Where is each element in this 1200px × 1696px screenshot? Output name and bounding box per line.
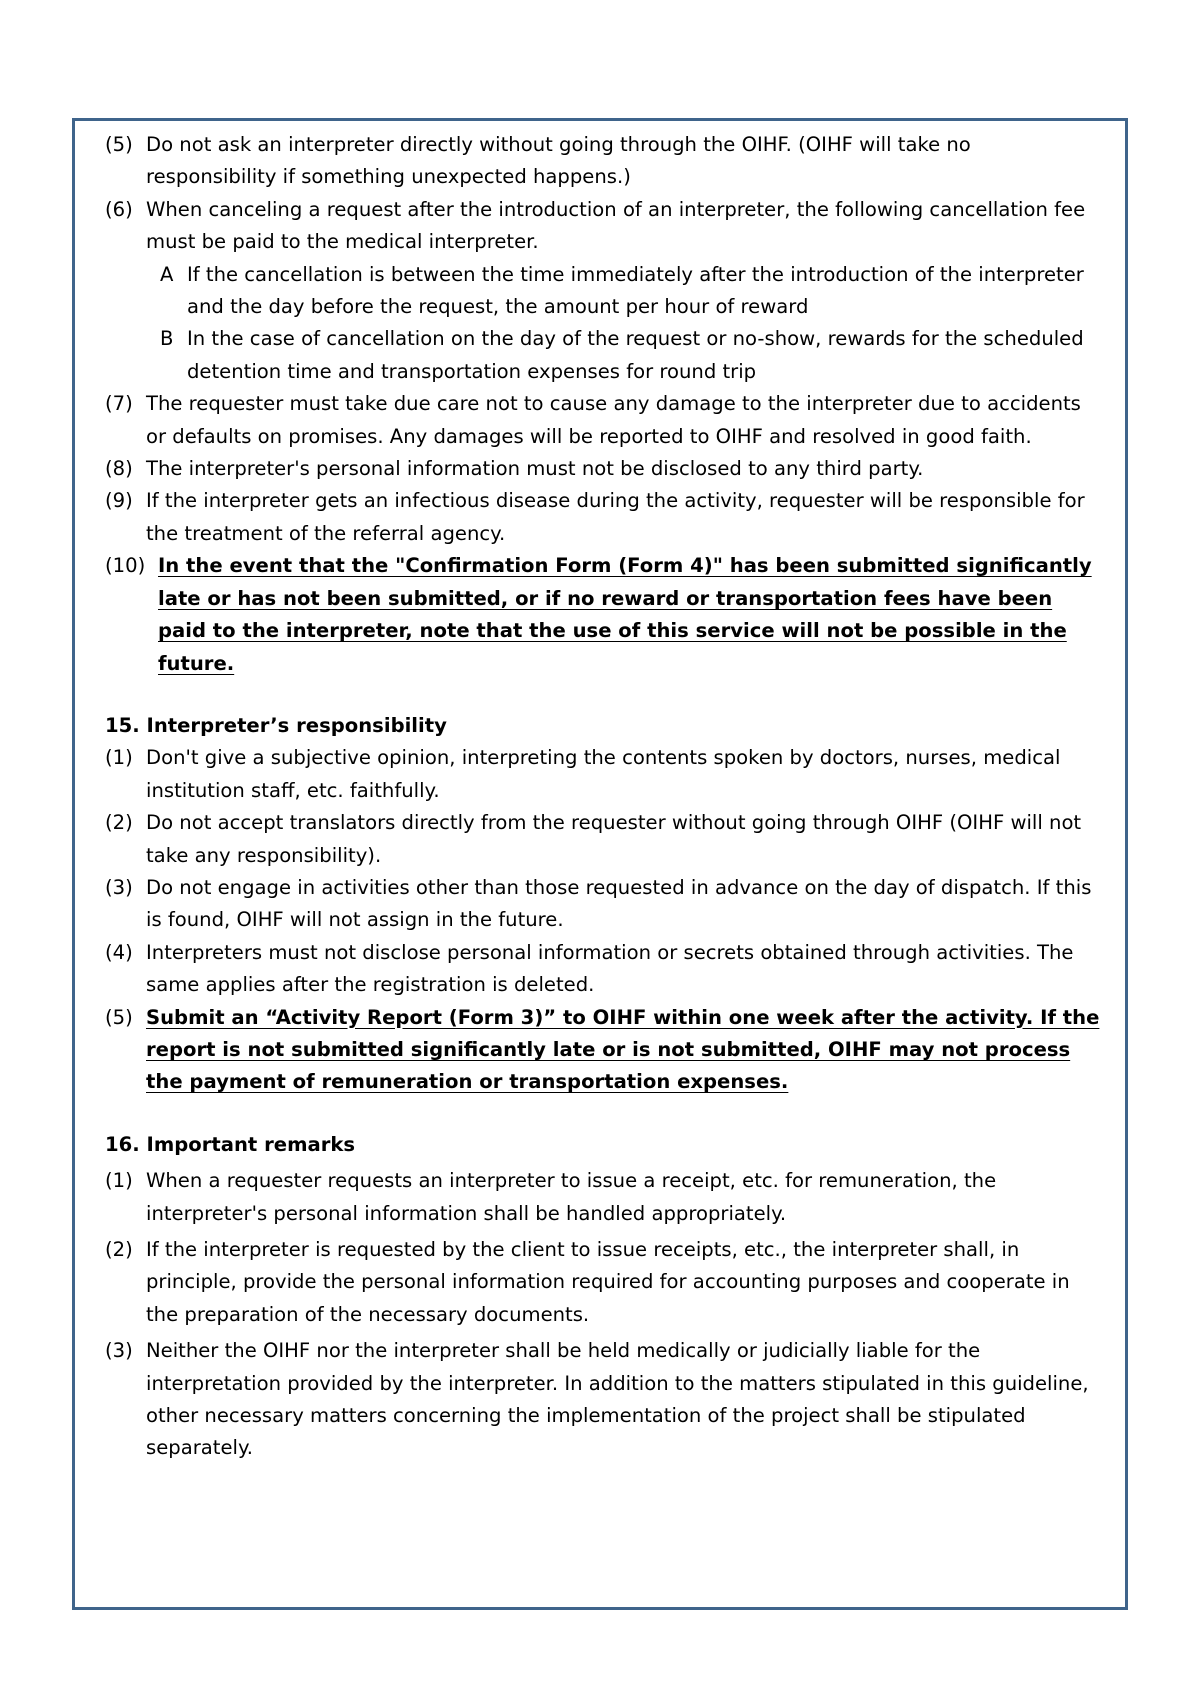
list-item-text: Interpreters must not disclose personal information or secrets obtained through activities. The same applies after the registration is deleted. [146,940,1074,997]
list-item-text: If the interpreter gets an infectious disease during the activity, requester will be responsible for the treatment of the referral agency. [146,489,1085,545]
section-spacer [105,1099,1103,1129]
list-item-text: If the interpreter is requested by the client to issue receipts, etc., the interpreter shall, in principle, provide the personal information required for accounting purposes and cooperate in the preparation of the necessary documents. [146,1238,1070,1326]
list-item-marker: (7) [105,392,133,416]
list-item-marker: (3) [105,1339,133,1363]
sub-list-item-text: In the case of cancellation on the day of the request or no-show, rewards for the scheduled detention time and transportation expenses for round trip [187,327,1084,383]
list-item-text: When a requester requests an interpreter to issue a receipt, etc. for remuneration, the interpreter's personal information shall be handled appropriately. [146,1169,997,1225]
section-heading-16: 16. Important remarks [105,1132,356,1156]
list-item [105,807,1103,872]
list-item-text: Don't give a subjective opinion, interpreting the contents spoken by doctors, nurses, medical institution staff, etc. faithfully. [146,746,1061,802]
list-item-marker: (2) [105,1238,133,1261]
list-item-marker: (5) [105,1005,133,1029]
list-item [105,1165,1103,1230]
list-item [105,194,1103,259]
sub-list-item-marker: B [160,327,174,351]
list-item-text: Neither the OIHF nor the interpreter shall be held medically or judicially liable for the interpretation provided by the interpreter. In addition to the matters stipulated in this guideline, other necessary matters concerning the implementation of the project shall be stipulated separately. [146,1339,1089,1460]
list-item-marker: (2) [105,811,133,835]
list-item [105,1234,1103,1331]
list-item-marker: (10) [105,554,146,578]
list-item [105,742,1103,807]
list-item-text: Submit an “Activity Report (Form 3)” to OIHF within one week after the activity. If the report is not submitted significantly late or is not submitted, OIHF may not process the payment of remuneration or transportation expenses. [146,1005,1100,1094]
list-item [105,453,1103,485]
list-item-text: When canceling a request after the introduction of an interpreter, the following cancellation fee must be paid to the medical interpreter. [146,197,1086,254]
section-heading-15: 15. Interpreter’s responsibility [105,713,447,737]
sub-list-item-marker: A [160,262,174,286]
document-page-frame [72,118,1128,1610]
section-spacer [105,680,1103,710]
list-item [105,872,1103,937]
list-item-text: In the event that the "Confirmation Form (Form 4)" has been submitted significantly late or has not been submitted, or if no reward or transportation fees have been paid to the interpreter, note that the use of this service will not be possible in the future. [158,554,1092,675]
sub-list-item [105,323,1103,388]
list-item [105,1335,1103,1465]
sub-list-item [105,259,1103,324]
list-item-text: The interpreter's personal information must not be disclosed to any third party. [146,457,924,481]
list-item-emphasized [105,1002,1103,1099]
list-item-marker: (8) [105,457,133,481]
list-item [105,388,1103,453]
list-item [105,129,1103,194]
list-item [105,937,1103,1002]
list-item-text: Do not accept translators directly from the requester without going through OIHF (OIHF will not take any responsibility). [146,811,1082,867]
list-item-marker: (4) [105,940,133,964]
list-item-marker: (1) [105,1169,133,1193]
list-item-marker: (3) [105,875,133,899]
list-item-marker: (5) [105,133,133,156]
sub-list-item-text: If the cancellation is between the time immediately after the introduction of the interpreter and the day before the request, the amount per hour of reward [187,262,1084,319]
list-item [105,485,1103,550]
list-item-marker: (6) [105,197,133,221]
list-item-text: Do not ask an interpreter directly without going through the OIHF. (OIHF will take no responsibility if something unexpected happens.) [146,133,971,189]
list-item-marker: (1) [105,746,133,770]
list-item-marker: (9) [105,489,133,513]
list-item-emphasized [105,550,1103,680]
list-item-text: Do not engage in activities other than those requested in advance on the day of dispatch. If this is found, OIHF will not assign in the future. [146,875,1092,932]
list-item-text: The requester must take due care not to cause any damage to the interpreter due to accidents or defaults on promises. Any damages will be reported to OIHF and resolved in good faith. [146,392,1081,448]
document-body [105,129,1103,1465]
